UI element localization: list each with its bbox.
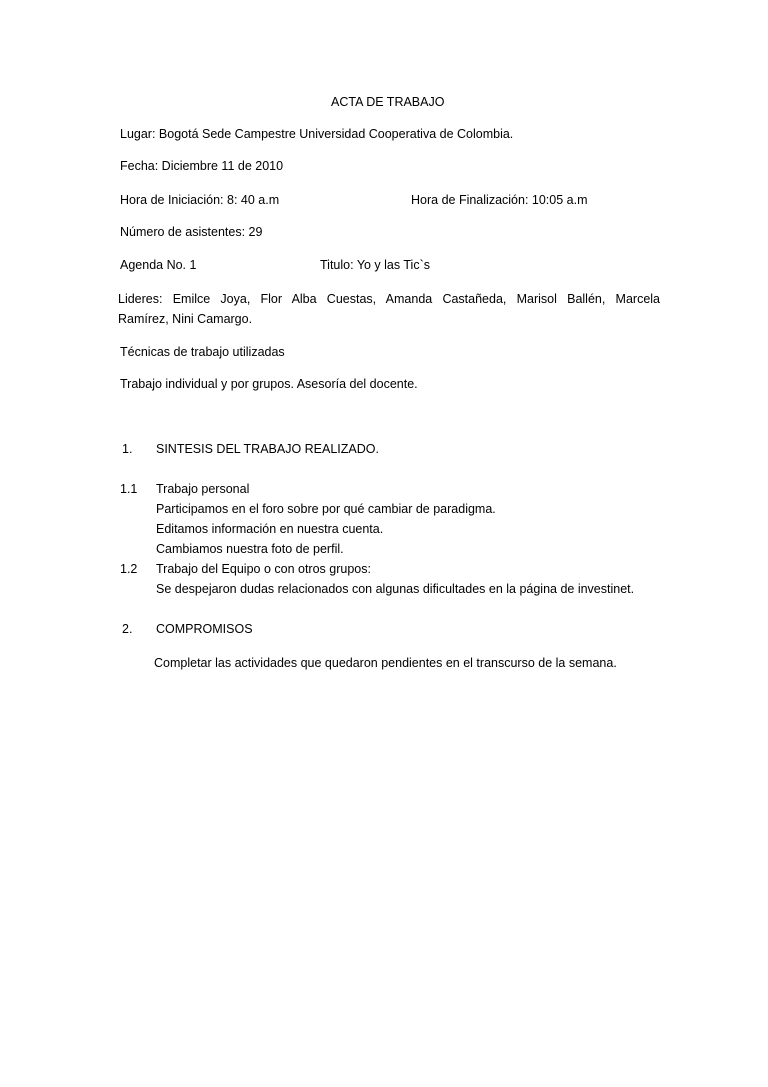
subsection-1-2-heading: Trabajo del Equipo o con otros grupos: bbox=[156, 562, 371, 576]
list-item: Participamos en el foro sobre por qué cambiar de paradigma. bbox=[156, 502, 496, 516]
lideres-line-1: Lideres: Emilce Joya, Flor Alba Cuestas, Amanda Castañeda, Marisol Ballén, Marcela bbox=[118, 292, 660, 306]
tecnicas-heading: Técnicas de trabajo utilizadas bbox=[120, 345, 285, 359]
list-item: Editamos información en nuestra cuenta. bbox=[156, 522, 384, 536]
subsection-1-1-number: 1.1 bbox=[120, 482, 138, 496]
agenda-line: Agenda No. 1 bbox=[120, 258, 197, 272]
titulo-line: Titulo: Yo y las Tic`s bbox=[320, 258, 430, 272]
list-item: Se despejaron dudas relacionados con algunas dificultades en la página de investinet. bbox=[156, 582, 635, 596]
fecha-line: Fecha: Diciembre 11 de 2010 bbox=[120, 159, 284, 173]
hora-fin-line: Hora de Finalización: 10:05 a.m bbox=[411, 193, 588, 207]
lideres-line-2: Ramírez, Nini Camargo. bbox=[118, 312, 253, 326]
subsection-1-1-heading: Trabajo personal bbox=[156, 482, 250, 496]
tecnicas-text: Trabajo individual y por grupos. Asesoría del docente. bbox=[120, 377, 418, 391]
section-2-heading: COMPROMISOS bbox=[156, 622, 253, 636]
list-item: Cambiamos nuestra foto de perfil. bbox=[156, 542, 344, 556]
document-title: ACTA DE TRABAJO bbox=[331, 95, 445, 109]
section-2-number: 2. bbox=[122, 622, 133, 636]
section-1-heading: SINTESIS DEL TRABAJO REALIZADO. bbox=[156, 442, 379, 456]
subsection-1-2-number: 1.2 bbox=[120, 562, 138, 576]
hora-inicio-line: Hora de Iniciación: 8: 40 a.m bbox=[120, 193, 280, 207]
lugar-line: Lugar: Bogotá Sede Campestre Universidad Cooperativa de Colombia. bbox=[120, 127, 514, 141]
section-1-number: 1. bbox=[122, 442, 133, 456]
compromisos-text: Completar las actividades que quedaron pendientes en el transcurso de la semana. bbox=[154, 656, 617, 670]
asistentes-line: Número de asistentes: 29 bbox=[120, 225, 263, 239]
